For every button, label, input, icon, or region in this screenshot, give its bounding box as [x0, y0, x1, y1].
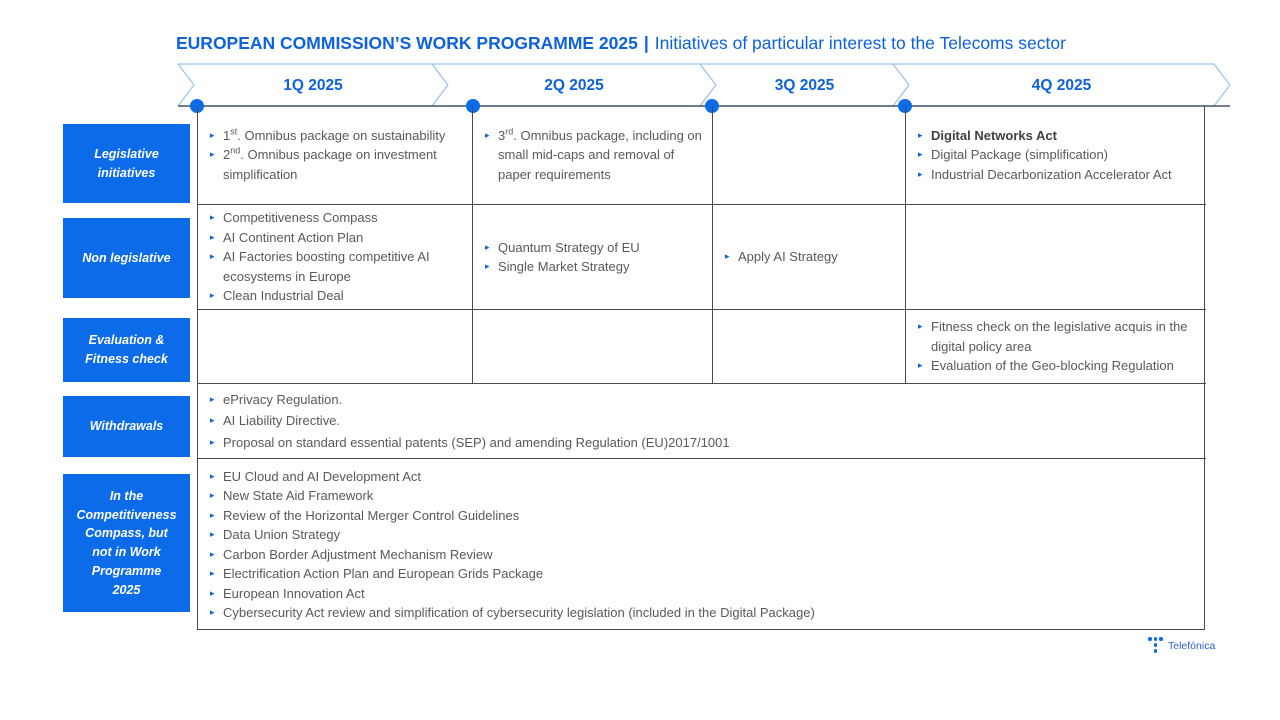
logo-dot	[1154, 643, 1158, 647]
list-item	[210, 564, 1198, 584]
list-item-text: Review of the Horizontal Merger Control Guidelines	[223, 507, 520, 523]
bullet-icon: ▸	[210, 470, 215, 481]
list-item-text: Digital Networks Act	[931, 127, 1057, 143]
bullet-icon: ▸	[918, 360, 923, 371]
timeline-quarter-1: 1Q 2025	[283, 77, 343, 94]
logo-dot	[1154, 649, 1158, 653]
cell-r3-c1	[198, 310, 473, 384]
list-item	[725, 247, 897, 267]
bullet-icon: ▸	[485, 241, 490, 252]
list-item-text: Cybersecurity Act review and simplification of cybersecurity legislation (included in the Digital Package)	[223, 605, 815, 620]
list-item-text: European Innovation Act	[223, 585, 365, 601]
list-item	[485, 238, 704, 258]
list-item-text: Evaluation of the Geo-blocking Regulation	[931, 358, 1174, 374]
list-item	[210, 145, 464, 184]
list-item	[485, 257, 704, 277]
bullet-icon: ▸	[210, 393, 215, 404]
list-item	[918, 356, 1198, 376]
bullet-icon: ▸	[210, 231, 215, 242]
list-item	[210, 208, 464, 228]
bullet-icon: ▸	[485, 261, 490, 271]
bullet-icon: ▸	[210, 509, 215, 520]
list-item	[210, 247, 464, 286]
row-label-withdrawals: Withdrawals	[63, 396, 190, 457]
logo-dot	[1154, 637, 1158, 641]
bullet-icon: ▸	[210, 568, 215, 578]
list-item-text: Apply AI Strategy	[738, 249, 838, 265]
bullet-icon: ▸	[210, 607, 215, 617]
list-item	[210, 525, 1198, 545]
bullet-icon: ▸	[210, 587, 215, 598]
list-item	[210, 126, 464, 146]
list-item	[210, 545, 1198, 565]
list-item-text: Fitness check on the legislative acquis in the digital policy area	[931, 319, 1188, 354]
bullet-icon: ▸	[918, 149, 923, 160]
list-item	[210, 506, 1198, 526]
programme-table	[197, 106, 1205, 630]
row-label-evaluation-fitness-check: Evaluation & Fitness check	[63, 318, 190, 382]
list-item-text: Digital Package (simplification)	[931, 147, 1109, 163]
cell-r1-c3	[713, 106, 906, 205]
row-label-legislative-initiatives: Legislative initiatives	[63, 124, 190, 203]
list-item	[918, 126, 1198, 146]
title-divider: |	[643, 33, 649, 53]
list-item-text: Competitiveness Compass	[223, 210, 378, 226]
title-subtitle: Initiatives of particular interest to the Telecoms sector	[654, 33, 1066, 53]
telefonica-logo-text: Telefónica	[1168, 639, 1216, 652]
bullet-icon: ▸	[210, 490, 215, 500]
bullet-icon: ▸	[210, 251, 215, 262]
row-label-competitiveness-compass-not-in-wp2025: In the Competitiveness Compass, but not in Work Programme 2025	[63, 474, 190, 612]
list-item-text: 2nd. Omnibus package on investment simplification	[223, 145, 437, 182]
list-item-text: AI Liability Directive.	[223, 413, 341, 429]
bullet-icon: ▸	[210, 415, 215, 426]
bullet-icon: ▸	[210, 436, 215, 447]
bullet-icon: ▸	[918, 321, 923, 332]
row-label-non-legislative: Non legislative	[63, 218, 190, 298]
list-item-text: Clean Industrial Deal	[223, 288, 344, 304]
list-item	[210, 467, 1198, 487]
cell-r2-c3	[713, 205, 906, 310]
list-item	[210, 286, 464, 306]
list-item-text: Single Market Strategy	[498, 259, 630, 274]
bullet-icon: ▸	[918, 168, 923, 179]
cell-r4-full	[198, 384, 1206, 459]
list-item-text: Carbon Border Adjustment Mechanism Review	[223, 546, 493, 562]
cell-r5-full	[198, 459, 1206, 630]
page-title	[176, 33, 1236, 54]
list-item-text: AI Continent Action Plan	[223, 229, 364, 245]
list-item-text: New State Aid Framework	[223, 488, 374, 503]
bullet-icon: ▸	[725, 251, 730, 262]
list-item-text: 3rd. Omnibus package, including on small mid-caps and removal of paper requirements	[498, 126, 702, 182]
cell-r3-c4	[906, 310, 1206, 384]
list-item-text: Electrification Action Plan and European Grids Package	[223, 566, 544, 581]
timeline-quarter-4: 4Q 2025	[1031, 77, 1092, 94]
list-item	[210, 389, 1198, 411]
list-item	[485, 126, 704, 185]
timeline-quarter-3: 3Q 2025	[774, 77, 835, 94]
timeline-quarter-2: 2Q 2025	[544, 77, 604, 94]
cell-r2-c1	[198, 205, 473, 310]
cell-r2-c2	[473, 205, 713, 310]
logo-dot	[1159, 637, 1163, 641]
list-item-text: 1st. Omnibus package on sustainability	[223, 126, 446, 143]
cell-r1-c1	[198, 106, 473, 205]
list-item-text: Quantum Strategy of EU	[498, 239, 640, 255]
cell-r3-c2	[473, 310, 713, 384]
list-item	[918, 145, 1198, 165]
list-item	[210, 584, 1198, 604]
list-item	[210, 603, 1198, 623]
telefonica-logo-icon	[1148, 637, 1163, 654]
bullet-icon: ▸	[918, 129, 923, 140]
bullet-icon: ▸	[210, 129, 215, 140]
title-main: EUROPEAN COMMISSION’S WORK PROGRAMME 2025	[176, 33, 638, 53]
list-item	[210, 432, 1198, 454]
list-item	[210, 486, 1198, 506]
list-item	[210, 410, 1198, 432]
cell-r1-c4	[906, 106, 1206, 205]
logo-dot	[1148, 637, 1152, 641]
list-item	[210, 228, 464, 248]
bullet-icon: ▸	[210, 212, 215, 223]
list-item-text: Proposal on standard essential patents (SEP) and amending Regulation (EU)2017/1001	[223, 434, 730, 450]
list-item-text: Industrial Decarbonization Accelerator Act	[931, 166, 1172, 182]
bullet-icon: ▸	[210, 529, 215, 539]
bullet-icon: ▸	[485, 129, 490, 140]
cell-r2-c4	[906, 205, 1206, 310]
cell-r3-c3	[713, 310, 906, 384]
list-item	[918, 317, 1198, 356]
cell-r1-c2	[473, 106, 713, 205]
bullet-icon: ▸	[210, 290, 215, 301]
telefonica-logo	[1148, 637, 1215, 654]
bullet-icon: ▸	[210, 149, 215, 160]
list-item-text: AI Factories boosting competitive AI ecosystems in Europe	[223, 249, 430, 284]
list-item-text: ePrivacy Regulation.	[223, 391, 343, 407]
list-item-text: Data Union Strategy	[223, 527, 341, 542]
list-item-text: EU Cloud and AI Development Act	[223, 468, 422, 484]
list-item	[918, 165, 1198, 185]
bullet-icon: ▸	[210, 548, 215, 559]
